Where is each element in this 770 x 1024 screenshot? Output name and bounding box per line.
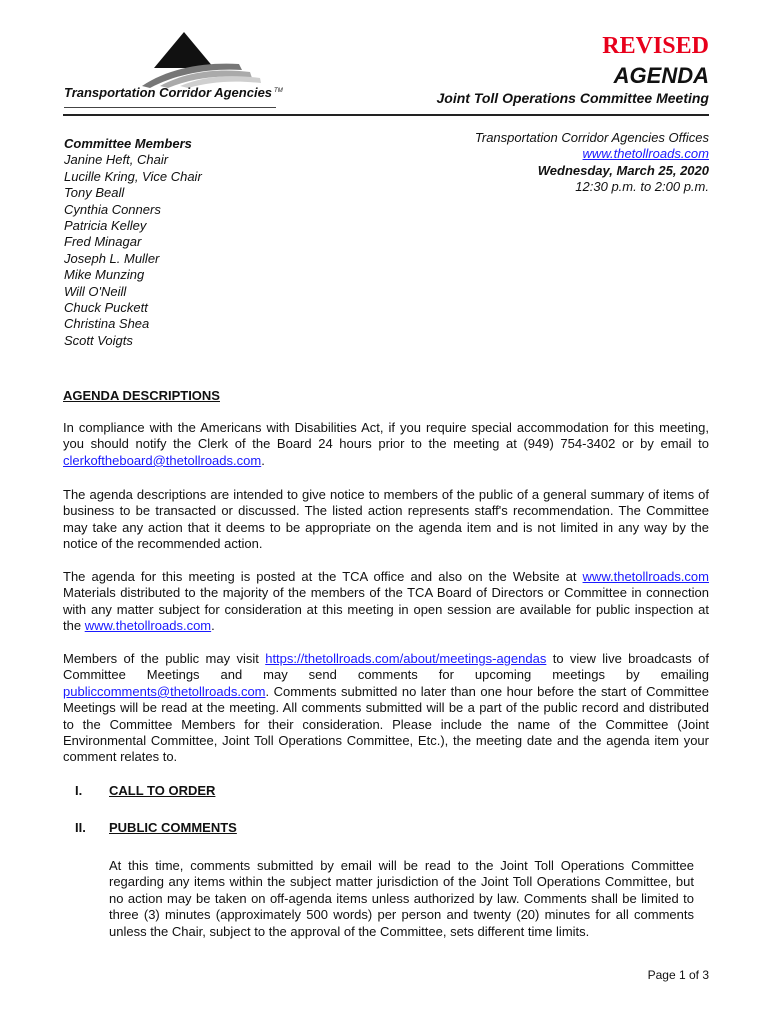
member: Scott Voigts xyxy=(64,332,133,348)
item-call-to-order: CALL TO ORDER xyxy=(109,783,216,798)
public-comments-email-link[interactable]: publiccomments@thetollroads.com xyxy=(63,683,266,699)
meeting-time: 12:30 p.m. to 2:00 p.m. xyxy=(575,179,709,195)
logo-wordmark: Transportation Corridor Agencies ™ xyxy=(64,85,283,100)
member: Christina Shea xyxy=(64,316,150,332)
website-link-3[interactable]: www.thetollroads.com xyxy=(84,618,212,634)
tca-logo-mark-icon xyxy=(64,28,294,88)
member: Joseph L. Muller xyxy=(64,250,160,266)
meetings-agendas-link[interactable]: https://thetollroads.com/about/meetings-agendas xyxy=(265,651,547,666)
member: Chuck Puckett xyxy=(64,300,148,316)
item-number: II. xyxy=(75,820,86,835)
member: Fred Minagar xyxy=(64,234,142,250)
member: Janine Heft, Chair xyxy=(64,152,169,168)
ada-paragraph: In compliance with the Americans with Disabilities Act, if you require special accommodation for this meeting, you should notify the Clerk of the Board 24 hours prior to the meeting at (949) 754-3402 or by email to clerkoftheboard@thetollroads.com. xyxy=(63,420,709,468)
member: Mike Munzing xyxy=(64,267,145,283)
header-divider xyxy=(63,114,709,116)
public-participation-paragraph: Members of the public may visit https://thetollroads.com/about/meetings-agendas to view live broadcasts of Committee Meetings and may send comments for upcoming meetings by emailing publiccomments@thetollroads.com. Comments submitted no later than one hour before the start of Committee Meetings will be read at the meeting. All comments submitted will be a part of the public record and distributed to the Committee Members for their consideration. Please include the name of the Committee (Joint Environmental Committee, Joint Toll Operations Committee, Etc.), the meeting date and the agenda item your comment relates to. xyxy=(63,651,709,765)
clerk-email-link[interactable]: clerkoftheboard@thetollroads.com xyxy=(63,452,262,468)
committee-members xyxy=(64,136,202,349)
member: Will O'Neill xyxy=(64,283,127,299)
item-public-comments: PUBLIC COMMENTS xyxy=(109,820,237,835)
page-number: Page 1 of 3 xyxy=(647,968,709,982)
logo-underline xyxy=(64,107,276,108)
meeting-info xyxy=(475,130,709,196)
member: Cynthia Conners xyxy=(64,201,161,217)
public-comments-paragraph: At this time, comments submitted by email will be read to the Joint Toll Operations Committee regarding any items within the subject matter jurisdiction of the Joint Toll Operations Committee, but no action may be taken on off-agenda items unless authorized by law. Comments shall be limited to three (3) minutes (approximately 500 words) per person and twenty (20) minutes for all comments unless the Chair, subject to the approval of the Committee, sets different time limits. xyxy=(109,858,694,939)
website-link[interactable]: www.thetollroads.com xyxy=(582,146,709,162)
meeting-date: Wednesday, March 25, 2020 xyxy=(537,162,709,178)
meeting-location: Transportation Corridor Agencies Offices xyxy=(474,130,709,145)
committee-members-title: Committee Members xyxy=(64,136,192,151)
agenda-title: AGENDA xyxy=(613,63,709,88)
agenda-descriptions-heading: AGENDA DESCRIPTIONS xyxy=(63,388,220,403)
member: Lucille Kring, Vice Chair xyxy=(64,168,202,184)
committee-meeting-title: Joint Toll Operations Committee Meeting xyxy=(436,90,709,106)
website-link-2[interactable]: www.thetollroads.com xyxy=(582,569,709,584)
posting-paragraph: The agenda for this meeting is posted at the TCA office and also on the Website at www.thetollroads.com Materials distributed to the majority of the members of the TCA Board of Directors or Committee in connection with any matter subject for consideration at this meeting in open session are available for public inspection at the www.thetollroads.com. xyxy=(63,569,709,634)
item-number: I. xyxy=(75,783,83,798)
member: Tony Beall xyxy=(64,185,125,201)
descriptions-paragraph: The agenda descriptions are intended to give notice to members of the public of a general summary of items of business to be transacted or discussed. The listed action represents staff's recommendation. The Committee may take any action that it deems to be appropriate on the agenda item and is not limited in any way by the notice of the recommended action. xyxy=(63,487,709,552)
member: Patricia Kelley xyxy=(64,218,147,234)
revised-label: REVISED xyxy=(602,33,709,59)
